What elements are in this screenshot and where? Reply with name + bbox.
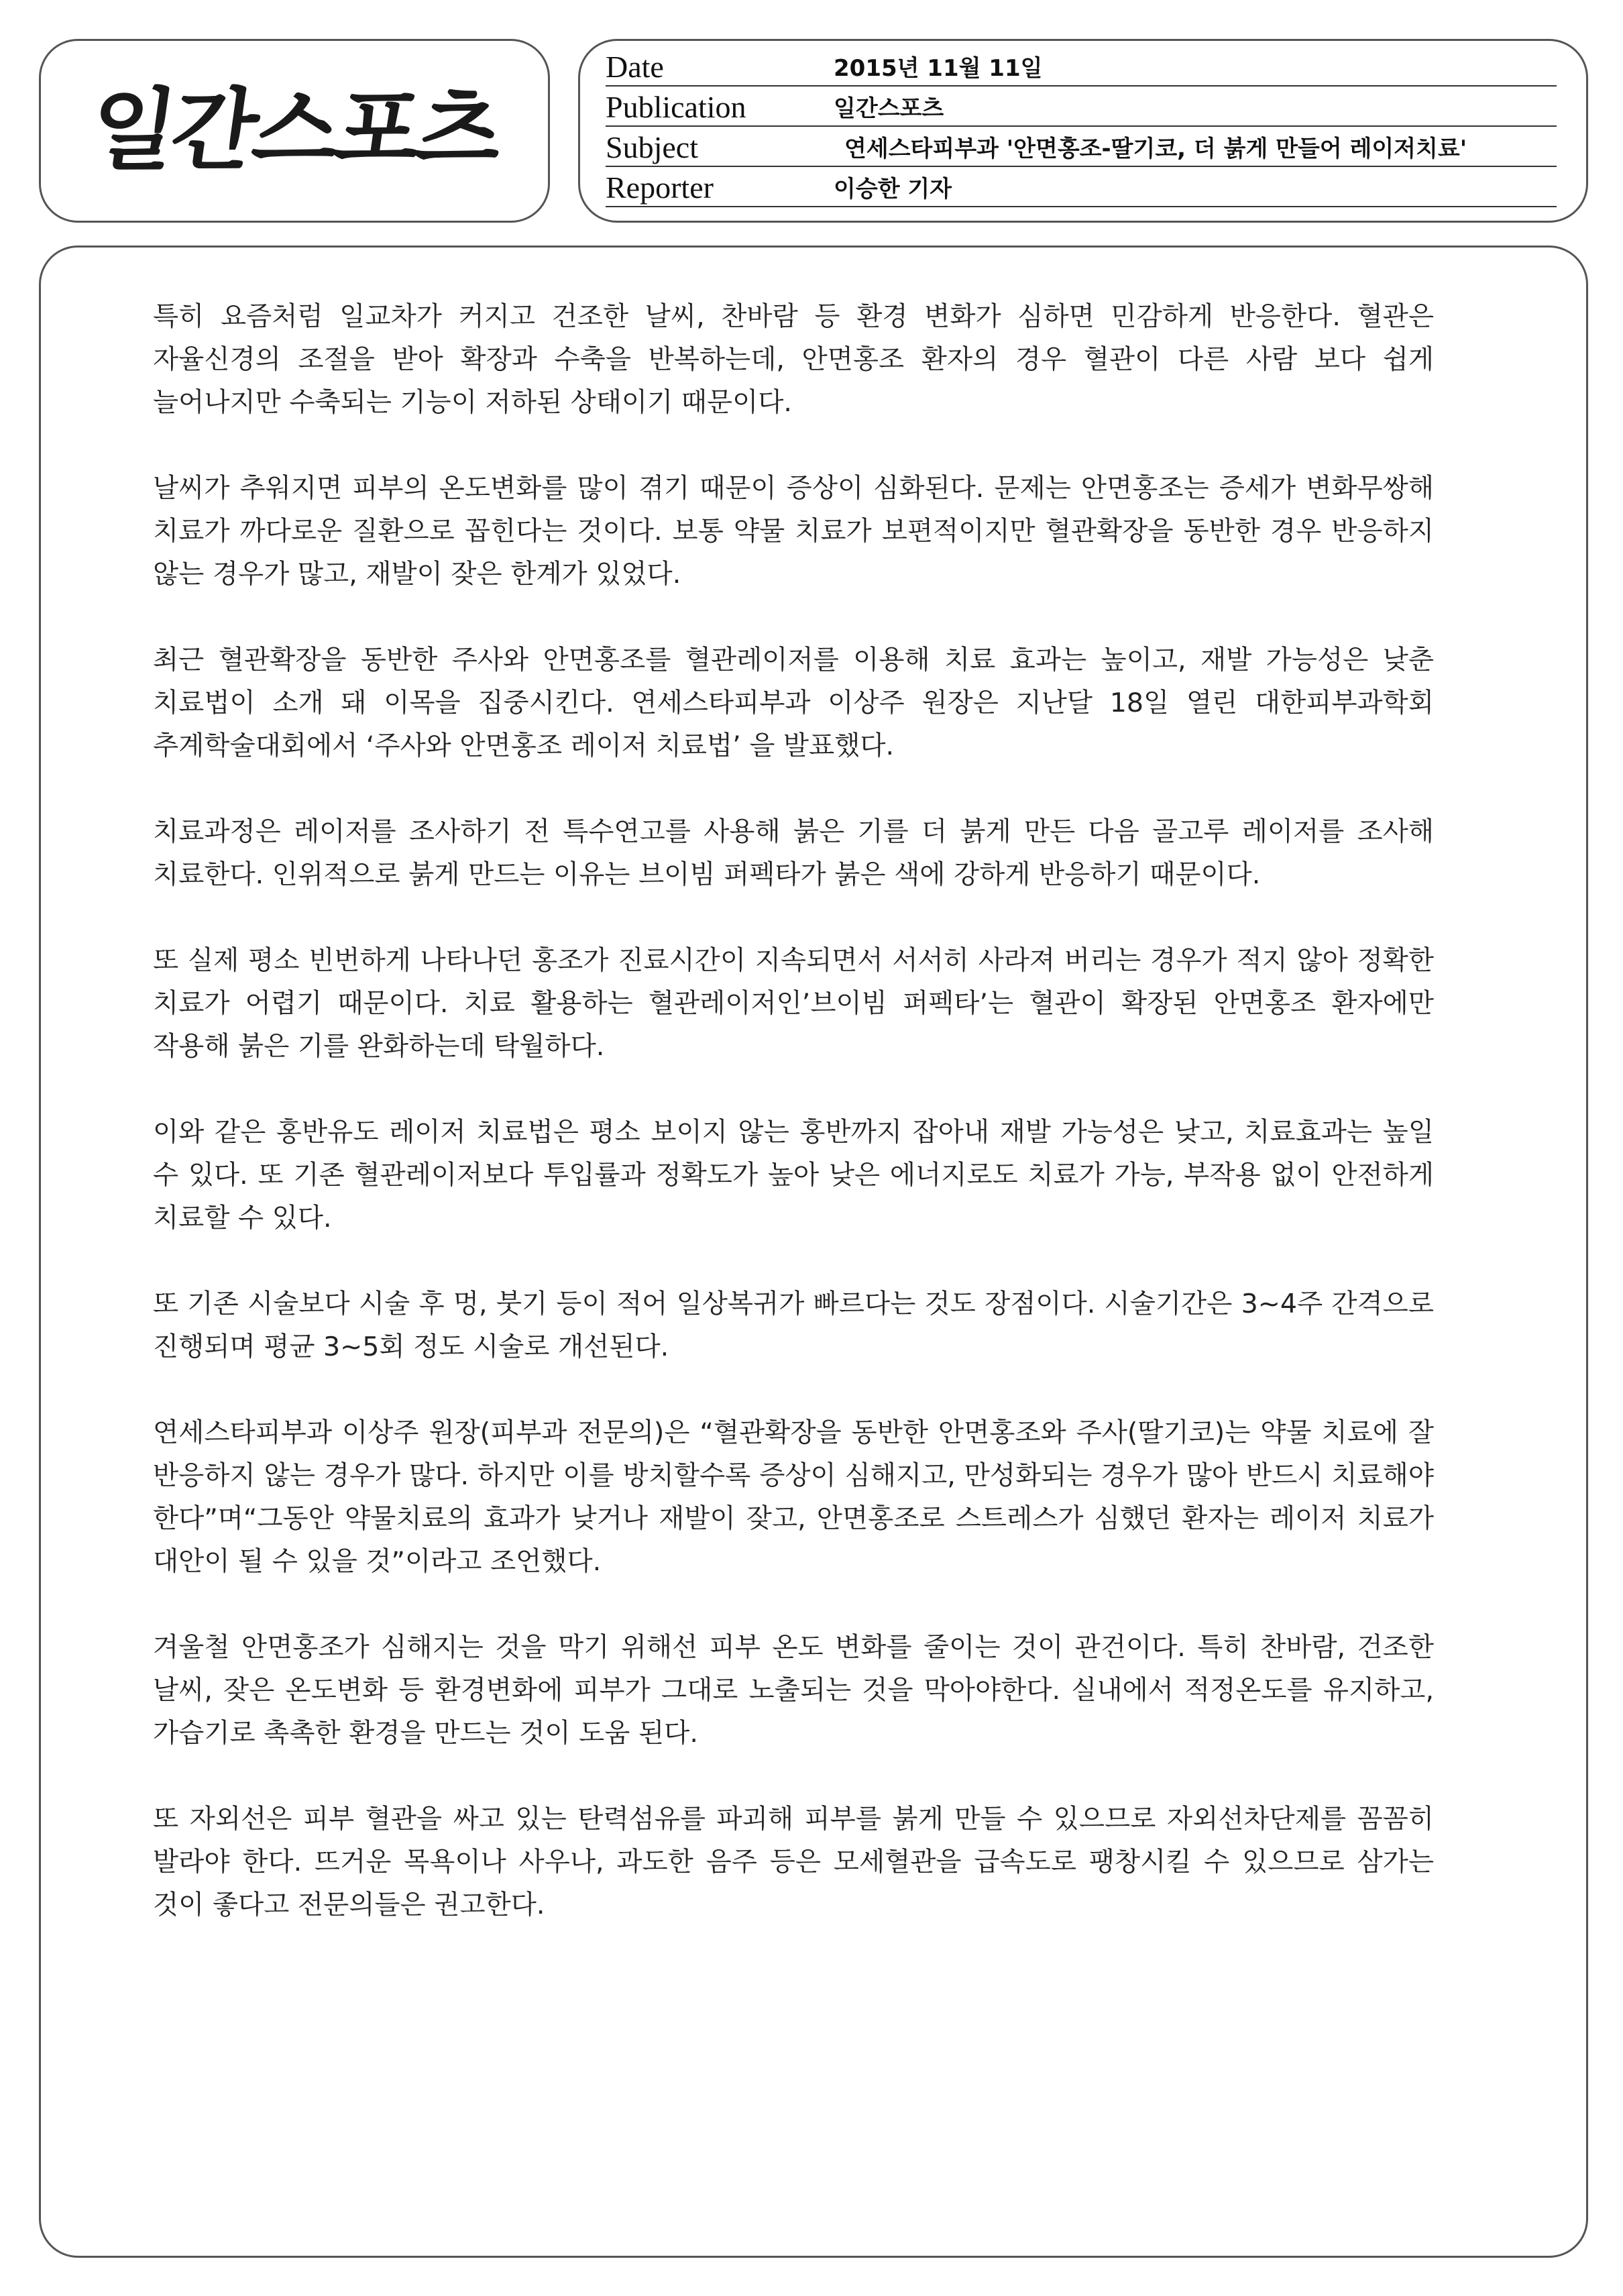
date-value: 2015년 11월 11일 xyxy=(834,55,1043,82)
article-paragraph: 특히 요즘처럼 일교차가 커지고 건조한 날씨, 찬바람 등 환경 변화가 심하면 민감하게 반응한다. 혈관은 자율신경의 조절을 받아 확장과 수축을 반복하는데, 안면홍조 환자의 경우 혈관이 다른 사람 보다 쉽게 늘어나지만 수축되는 기능이 저하된 상태이기 때문이다. xyxy=(153,301,1434,418)
article-text xyxy=(153,295,1434,1969)
article-paragraph: 최근 혈관확장을 동반한 주사와 안면홍조를 혈관레이저를 이용해 치료 효과는 높이고, 재발 가능성은 낮춘 치료법이 소개 돼 이목을 집중시킨다. 연세스타피부과 이상주 원장은 지난달 18일 열린 대한피부과학회 추계학술대회에서 ‘주사와 안면홍조 레이저 치료법’ 을 발표했다. xyxy=(153,645,1434,761)
reporter-value: 이승한 기자 xyxy=(834,176,952,203)
article-paragraph: 또 자외선은 피부 혈관을 싸고 있는 탄력섬유를 파괴해 피부를 붉게 만들 수 있으므로 자외선차단제를 꼼꼼히 발라야 한다. 뜨거운 목욕이나 사우나, 과도한 음주 등은 모세혈관을 급속도로 팽창시킬 수 있으므로 삼가는 것이 좋다고 전문의들은 권고한다. xyxy=(153,1804,1434,1920)
article-paragraph: 이와 같은 홍반유도 레이저 치료법은 평소 보이지 않는 홍반까지 잡아내 재발 가능성은 낮고, 치료효과는 높일 수 있다. 또 기존 혈관레이저보다 투입률과 정확도가 높아 낮은 에너지로도 치료가 가능, 부작용 없이 안전하게 치료할 수 있다. xyxy=(153,1117,1434,1234)
reporter-row xyxy=(606,168,1557,207)
publication-label: Publication xyxy=(606,90,746,124)
reporter-label: Reporter xyxy=(606,170,714,205)
date-label: Date xyxy=(606,50,664,84)
publication-row xyxy=(606,88,1557,127)
date-row xyxy=(606,48,1557,87)
masthead-logo-box xyxy=(39,39,550,223)
article-metadata-box xyxy=(578,39,1588,223)
article-paragraph: 연세스타피부과 이상주 원장(피부과 전문의)은 “혈관확장을 동반한 안면홍조와 주사(딸기코)는 약물 치료에 잘 반응하지 않는 경우가 많다. 하지만 이를 방치할수록 증상이 심해지고, 만성화되는 경우가 많아 반드시 치료해야 한다”며“그동안 약물치료의 효과가 낮거나 재발이 잦고, 안면홍조로 스트레스가 심했던 환자는 레이저 치료가 대안이 될 수 있을 것”이라고 조언했다. xyxy=(153,1417,1434,1577)
subject-row xyxy=(606,128,1557,167)
publication-value: 일간스포츠 xyxy=(834,95,944,122)
article-paragraph: 겨울철 안면홍조가 심해지는 것을 막기 위해선 피부 온도 변화를 줄이는 것이 관건이다. 특히 찬바람, 건조한 날씨, 잦은 온도변화 등 환경변화에 피부가 그대로 노출되는 것을 막아야한다. 실내에서 적정온도를 유지하고, 가습기로 촉촉한 환경을 만드는 것이 도움 된다. xyxy=(153,1632,1434,1749)
publication-logo: 일간스포츠 xyxy=(83,79,506,182)
article-paragraph: 날씨가 추워지면 피부의 온도변화를 많이 겪기 때문이 증상이 심화된다. 문제는 안면홍조는 증세가 변화무쌍해 치료가 까다로운 질환으로 꼽힌다는 것이다. 보통 약물 치료가 보편적이지만 혈관확장을 동반한 경우 반응하지 않는 경우가 많고, 재발이 잦은 한계가 있었다. xyxy=(153,473,1434,590)
article-paragraph: 치료과정은 레이저를 조사하기 전 특수연고를 사용해 붉은 기를 더 붉게 만든 다음 골고루 레이저를 조사해 치료한다. 인위적으로 붉게 만드는 이유는 브이빔 퍼펙타가 붉은 색에 강하게 반응하기 때문이다. xyxy=(153,816,1434,890)
article-paragraph: 또 실제 평소 빈번하게 나타나던 홍조가 진료시간이 지속되면서 서서히 사라져 버리는 경우가 적지 않아 정확한 치료가 어렵기 때문이다. 치료 활용하는 혈관레이저인’브이빔 퍼펙타’는 혈관이 확장된 안면홍조 환자에만 작용해 붉은 기를 완화하는데 탁월하다. xyxy=(153,945,1434,1062)
article-paragraph: 또 기존 시술보다 시술 후 멍, 붓기 등이 적어 일상복귀가 빠르다는 것도 장점이다. 시술기간은 3~4주 간격으로 진행되며 평균 3~5회 정도 시술로 개선된다. xyxy=(153,1289,1434,1362)
subject-label: Subject xyxy=(606,130,698,164)
subject-value: 연세스타피부과 '안면홍조-딸기코, 더 붉게 만들어 레이저치료' xyxy=(844,135,1467,162)
